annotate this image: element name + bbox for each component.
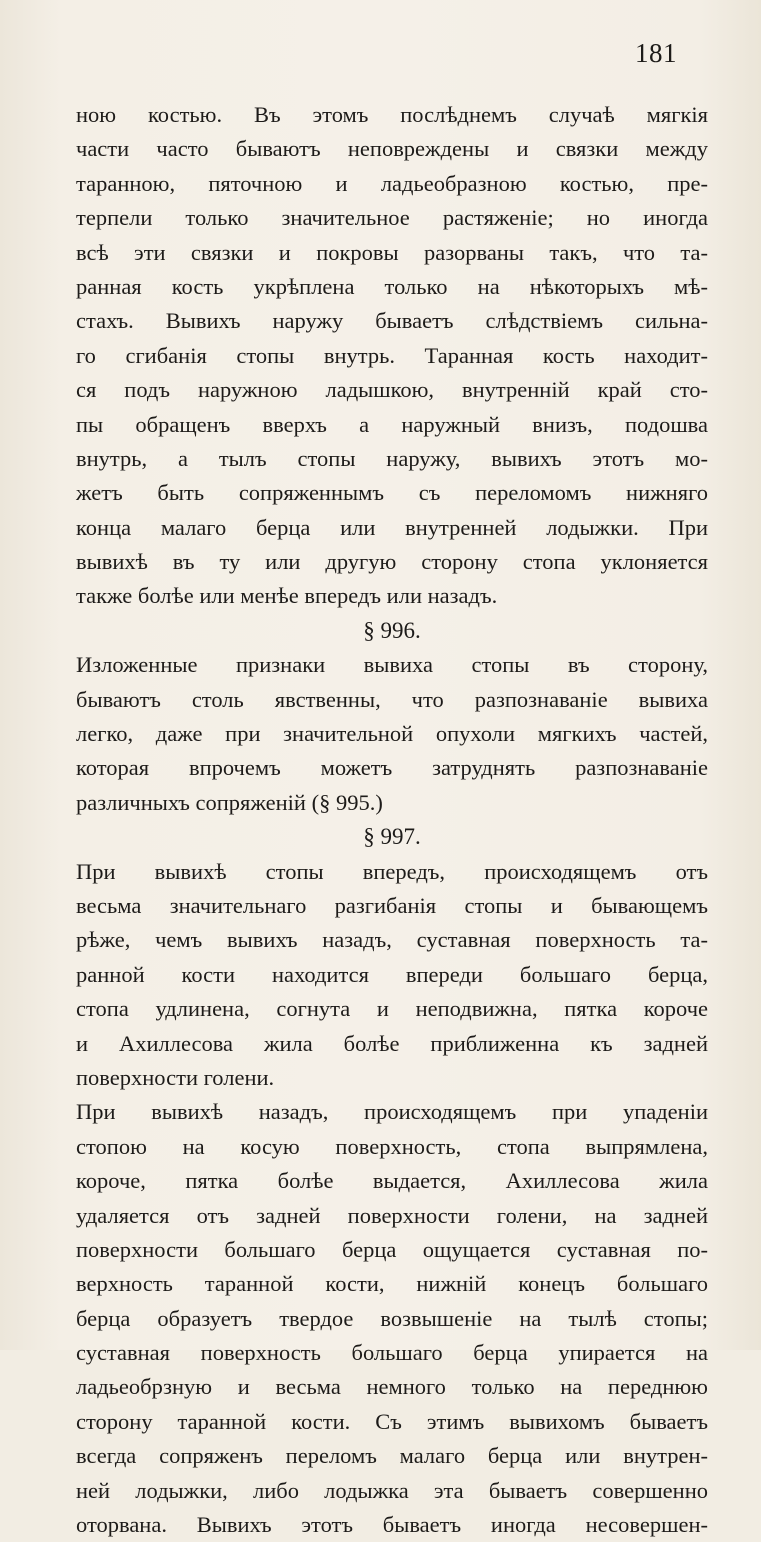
section-heading: § 996. [363,617,421,643]
text-line: терпели только значительное растяженіе; но иногда [76,205,708,231]
text-line: стопою на косую поверхность, стопа выпрямлена, [76,1133,708,1159]
text-line: ранная кость укрѣплена только на нѣкоторыхъ мѣ- [76,273,708,299]
text-line: короче, пятка болѣе выдается, Ахиллесова жила [76,1168,708,1194]
text-line: рѣже, чемъ вывихъ назадъ, суставная поверхность та- [76,927,708,953]
text-line: ранной кости находится впереди большаго берца, [76,961,708,987]
section-heading: § 997. [363,824,421,850]
text-line: удаляется отъ задней поверхности голени, на задней [76,1202,708,1228]
text-line: пы обращенъ вверхъ а наружный внизъ, подошва [76,411,708,437]
text-line: верхность таранной кости, нижній конецъ большаго [76,1271,708,1297]
text-line: суставная поверхность большаго берца упирается на [76,1340,708,1366]
text-line: которая впрочемъ можетъ затруднять разпознаваніе [76,755,708,781]
text-line: жетъ быть сопряженнымъ съ переломомъ нижняго [76,480,708,506]
text-line: всегда сопряженъ переломъ малаго берца или внутрен- [76,1443,708,1469]
text-line: стахъ. Вывихъ наружу бываетъ слѣдствіемъ сильна- [76,308,708,334]
text-line: различныхъ сопряженій (§ 995.) [76,789,383,815]
text-line: внутрь, а тылъ стопы наружу, вывихъ этотъ мо- [76,445,708,471]
text-line: бываютъ столь явственны, что разпознаваніе вывиха [76,686,708,712]
text-line: берца образуетъ твердое возвышеніе на тылѣ стопы; [76,1305,708,1331]
text-line: ною костью. Въ этомъ послѣднемъ случаѣ мягкія [76,102,708,127]
text-line: ся подъ наружною ладышкою, внутренній край сто- [76,377,708,403]
text-line: части часто бываютъ неповреждены и связки между [76,136,708,162]
text-line: При вывихѣ стопы впередъ, происходящемъ отъ [76,858,708,884]
text-line: конца малаго берца или внутренней лодыжки. При [76,514,708,540]
body-text [76,98,708,1542]
text-line: ладьеобрзную и весьма немного только на переднюю [76,1374,708,1400]
text-line: оторвана. Вывихъ этотъ бываетъ иногда несовершен- [76,1512,708,1538]
page-number: 181 [635,38,677,68]
text-line: стопа удлинена, согнута и неподвижна, пятка короче [76,996,708,1022]
text-line: таранною, пяточною и ладьеобразною костью, пре- [76,170,708,196]
text-line: ней лодыжки, либо лодыжка эта бываетъ совершенно [76,1477,708,1503]
text-line: Изложенные признаки вывиха стопы въ сторону, [76,652,708,678]
text-line: поверхности голени. [76,1064,275,1090]
text-line: также болѣе или менѣе впередъ или назадъ. [76,583,498,609]
text-line: легко, даже при значительной опухоли мягкихъ частей, [76,721,708,747]
text-line: вывихѣ въ ту или другую сторону стопа уклоняется [76,549,708,575]
text-line: го сгибанія стопы внутрь. Таранная кость находит- [76,342,708,368]
text-line: При вывихѣ назадъ, происходящемъ при упаденіи [76,1099,708,1125]
text-line: всѣ эти связки и покровы разорваны такъ, что та- [76,239,708,265]
text-line: и Ахиллесова жила болѣе приближенна къ задней [76,1030,708,1056]
text-line: весьма значительнаго разгибанія стопы и бывающемъ [76,892,708,918]
text-line: поверхности большаго берца ощущается суставная по- [76,1236,708,1262]
text-line: сторону таранной кости. Съ этимъ вывихомъ бываетъ [76,1408,708,1434]
